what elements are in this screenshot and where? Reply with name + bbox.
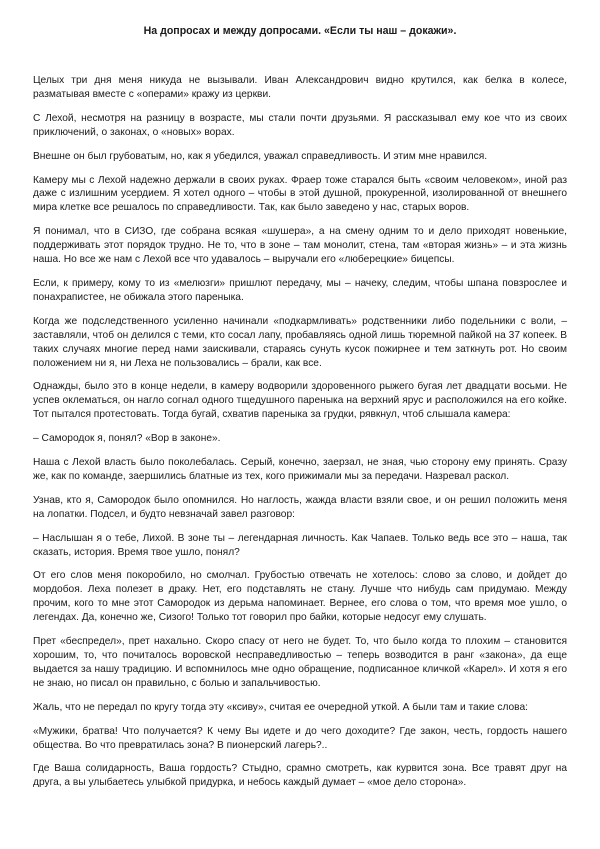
paragraph: «Мужики, братва! Что получается? К чему Вы идете и до чего доходите? Где закон, честь, гордость нашего общества. Во что превратилась зона? В пионерский лагерь?.. (33, 725, 567, 751)
paragraph: Наша с Лехой власть было поколебалась. Серый, конечно, заерзал, не зная, чью сторону ему принять. Сразу же, как по команде, заершились блатные из тех, кого прижимали мы за передачи. Назревал раскол. (33, 457, 567, 482)
paragraph: Я понимал, что в СИЗО, где собрана всякая «шушера», а на смену одним то и дело приходят новенькие, поддерживать этот порядок трудно. Не то, что в зоне – там монолит, стена, там «вторая жизнь» – и эта жизнь наша. Но все же нам с Лехой все что удавалось – выручали его «люберецкие» бицепсы. (33, 226, 567, 266)
paragraph: – Наслышан я о тебе, Лихой. В зоне ты – легендарная личность. Как Чапаев. Только ведь все это – наша, так сказать, история. Время твое ушло, понял? (33, 532, 567, 558)
paragraph: Узнав, кто я, Самородок было опомнился. Но наглость, жажда власти взяли свое, и он решил положить меня на лопатки. Подсел, и будто невзначай завел разговор: (33, 494, 567, 520)
paragraph: Внешне он был грубоватым, но, как я убедился, уважал справедливость. И этим мне нравился. (33, 150, 488, 162)
paragraph: Прет «беспредел», прет нахально. Скоро спасу от него не будет. То, что было когда то плохим – становится хорошим, то, что почиталось воровской несправедливостью – теперь возводится в ранг «закона», да еще выдается за нашу традицию. И вспомнилось мне одно обращение, подписанное кличкой «Карел». И хотя я его не знаю, но писал он правильно, с болью и запальчивостью. (33, 636, 567, 689)
paragraph: От его слов меня покоробило, но смолчал. Грубостью отвечать не хотелось: слово за слово, и дойдет до мордобоя. Леха полезет в драку. Нет, его подставлять не стану. Лучше что нибудь сам придумаю. Между прочим, кого то мне этот Самородок из дерьма напоминает. Вернее, его слова о том, что время мое ушло, о легендах. Да, конечно же, Сизого! Только тот говорил про байки, которые недосуг ему слушать. (33, 570, 567, 624)
paragraph: Если, к примеру, кому то из «мелюзги» пришлют передачу, мы – начеку, следим, чтобы шпана повзрослее и понахрапистее, не обижала этого пареныка. (33, 277, 567, 303)
paragraph: С Лехой, несмотря на разницу в возрасте, мы стали почти друзьями. Я рассказывал ему кое что из своих приключений, о законах, о «новых» ворах. (33, 112, 567, 138)
paragraph: Камеру мы с Лехой надежно держали в своих руках. Фраер тоже старался быть «своим человеком», иной раз даже с излишним усердием. Я хотел одного – чтобы в этой душной, прокуренной, изолированной от внешнего мира клетке все решалось по справедливости. Так, как было заведено у нас, старых воров. (33, 174, 567, 214)
paragraph: – Самородок я, понял? «Вор в законе». (33, 433, 221, 445)
body-text (33, 74, 567, 790)
paragraph: Целых три дня меня никуда не вызывали. Иван Александрович видно крутился, как белка в колесе, разматывая вместе с «операми» кражу из церкви. (33, 75, 567, 100)
paragraph: Однажды, было это в конце недели, в камеру водворили здоровенного рыжего бугая лет двадцати восьми. Не успев оклематься, он нагло согнал одного тщедушного пареныка на верхний ярус и расположился на его койке. Тот пытался протестовать. Тогда бугай, схватив пареныка за грудки, рявкнул, чтоб слышала камера: (33, 381, 567, 421)
paragraph: Когда же подследственного усиленно начинали «подкармливать» родственники либо подельники с воли, – заставляли, чтоб он делился с теми, кто сосал лапу, пробавляясь одной лишь тюремной пайкой на 37 копеек. В таких случаях многие перед нами заискивали, стараясь сунуть кусок пожирнее и тем заткнуть рот. Но своим положением ни я, ни Леха не пользовались – брали, как все. (33, 315, 567, 369)
paragraph: Где Ваша солидарность, Ваша гордость? Стыдно, срамно смотреть, как курвится зона. Все травят друг на друга, а вы улыбаетесь улыбкой придурка, и небось каждый думает – «мое дело сторона». (33, 763, 567, 789)
page-title: На допросах и между допросами. «Если ты наш – докажи». (143, 25, 457, 37)
paragraph: Жаль, что не передал по кругу тогда эту «ксиву», считая ее очередной уткой. А были там и такие слова: (33, 701, 528, 713)
